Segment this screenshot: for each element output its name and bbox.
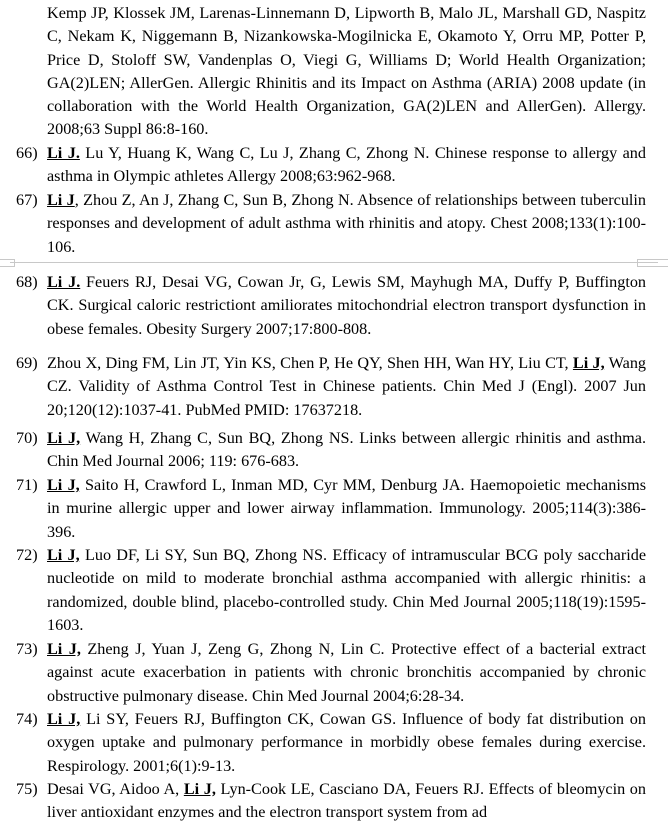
reference-number: 73) xyxy=(16,640,38,658)
author-highlight: Li J. xyxy=(47,273,81,291)
reference-entry-73 xyxy=(16,638,646,708)
reference-number: 75) xyxy=(16,780,38,798)
reference-entry-68 xyxy=(16,271,646,341)
reference-entry-74 xyxy=(16,708,646,778)
author-highlight: Li J, xyxy=(47,710,81,728)
reference-entry-66 xyxy=(16,142,646,189)
author-highlight: Li J, xyxy=(47,476,80,494)
reference-entry-72 xyxy=(16,544,646,637)
reference-entry-69 xyxy=(16,352,646,422)
reference-number: 66) xyxy=(16,144,38,162)
reference-entry-71 xyxy=(16,474,646,544)
reference-text: Zhou X, Ding FM, Lin JT, Yin KS, Chen P, He QY, Shen HH, Wan HY, Liu CT, Li J, Wang CZ. Validity of Asthma Control Test in Chinese patients. Chin Med J (Engl). 2007 Jun 20;120(12):1037-41. PubMed PMID: 17637218. xyxy=(47,354,647,419)
reference-entry-70 xyxy=(16,427,646,474)
author-highlight: Li J, xyxy=(47,640,81,658)
page-break-separator xyxy=(0,259,668,267)
reference-text: Li J. Lu Y, Huang K, Wang C, Lu J, Zhang C, Zhong N. Chinese response to allergy and asthma in Olympic athletes Allergy 2008;63:962-968. xyxy=(47,144,646,186)
reference-text: Li J, Li SY, Feuers RJ, Buffington CK, Cowan GS. Influence of body fat distribution on oxygen uptake and pulmonary performance in morbidly obese females during exercise. Respirology. 2001;6(1):9-13. xyxy=(47,710,646,775)
reference-entry-67 xyxy=(16,189,646,259)
author-highlight: Li J, xyxy=(47,429,81,447)
page-break-line xyxy=(10,262,658,263)
reference-text: Li J, Zhou Z, An J, Zhang C, Sun B, Zhong N. Absence of relationships between tuberculin responses and development of adult asthma with rhinitis and atopy. Chest 2008;133(1):100-106. xyxy=(47,191,646,256)
author-highlight: Li J, xyxy=(183,780,216,798)
reference-entry-75 xyxy=(16,778,646,825)
reference-text: Li J, Zheng J, Yuan J, Zeng G, Zhong N, Lin C. Protective effect of a bacterial extract against acute exacerbation in patients with chronic bronchitis accompanied by chronic obstructive pulmonary disease. Chin Med Journal 2004;6:28-34. xyxy=(47,640,646,705)
reference-number: 72) xyxy=(16,546,38,564)
reference-text: Li J, Saito H, Crawford L, Inman MD, Cyr MM, Denburg JA. Haemopoietic mechanisms in murine allergic upper and lower airway inflammation. Immunology. 2005;114(3):386-396. xyxy=(47,476,647,541)
reference-text: Li J. Feuers RJ, Desai VG, Cowan Jr, G, Lewis SM, Mayhugh MA, Duffy P, Buffington CK. Surgical caloric restrictiont amiliorates mitochondrial electron transport dysfunction in obese females. Obesity Surgery 2007;17:800-808. xyxy=(47,273,647,338)
reference-text: Li J, Luo DF, Li SY, Sun BQ, Zhong NS. Efficacy of intramuscular BCG poly saccharide nucleotide on mild to moderate bronchial asthma accompanied with allergic rhinitis: a randomized, double blind, placebo-controlled study. Chin Med Journal 2005;118(19):1595-1603. xyxy=(47,546,646,634)
reference-number: 74) xyxy=(16,710,38,728)
author-highlight: Li J, xyxy=(47,546,80,564)
reference-entry-65-continued xyxy=(16,2,646,142)
reference-number: 69) xyxy=(16,354,38,372)
author-highlight: Li J. xyxy=(47,144,80,162)
author-highlight: Li J xyxy=(47,191,75,209)
reference-number: 70) xyxy=(16,429,38,447)
reference-text: Desai VG, Aidoo A, Li J, Lyn-Cook LE, Casciano DA, Feuers RJ. Effects of bleomycin on liver antioxidant enzymes and the electron transport system from ad xyxy=(47,780,646,822)
reference-text: Li J, Wang H, Zhang C, Sun BQ, Zhong NS. Links between allergic rhinitis and asthma. Chin Med Journal 2006; 119: 676-683. xyxy=(47,429,647,471)
reference-number: 68) xyxy=(16,273,38,291)
page-corner-mark-left xyxy=(0,259,15,267)
reference-number: 67) xyxy=(16,191,38,209)
page-corner-mark-right xyxy=(637,259,668,267)
author-highlight: Li J, xyxy=(572,354,605,372)
reference-number: 71) xyxy=(16,476,38,494)
reference-text: Kemp JP, Klossek JM, Larenas-Linnemann D, Lipworth B, Malo JL, Marshall GD, Naspitz C, Nekam K, Niggemann B, Nizankowska-Mogilnicka E, Okamoto Y, Orru MP, Potter P, Price D, Stoloff SW, Vandenplas O, Viegi G, Williams D; World Health Organization; GA(2)LEN; AllerGen. Allergic Rhinitis and its Impact on Asthma (ARIA) 2008 update (in collaboration with the World Health Organization, GA(2)LEN and AllerGen). Allergy. 2008;63 Suppl 86:8-160. xyxy=(47,4,646,139)
